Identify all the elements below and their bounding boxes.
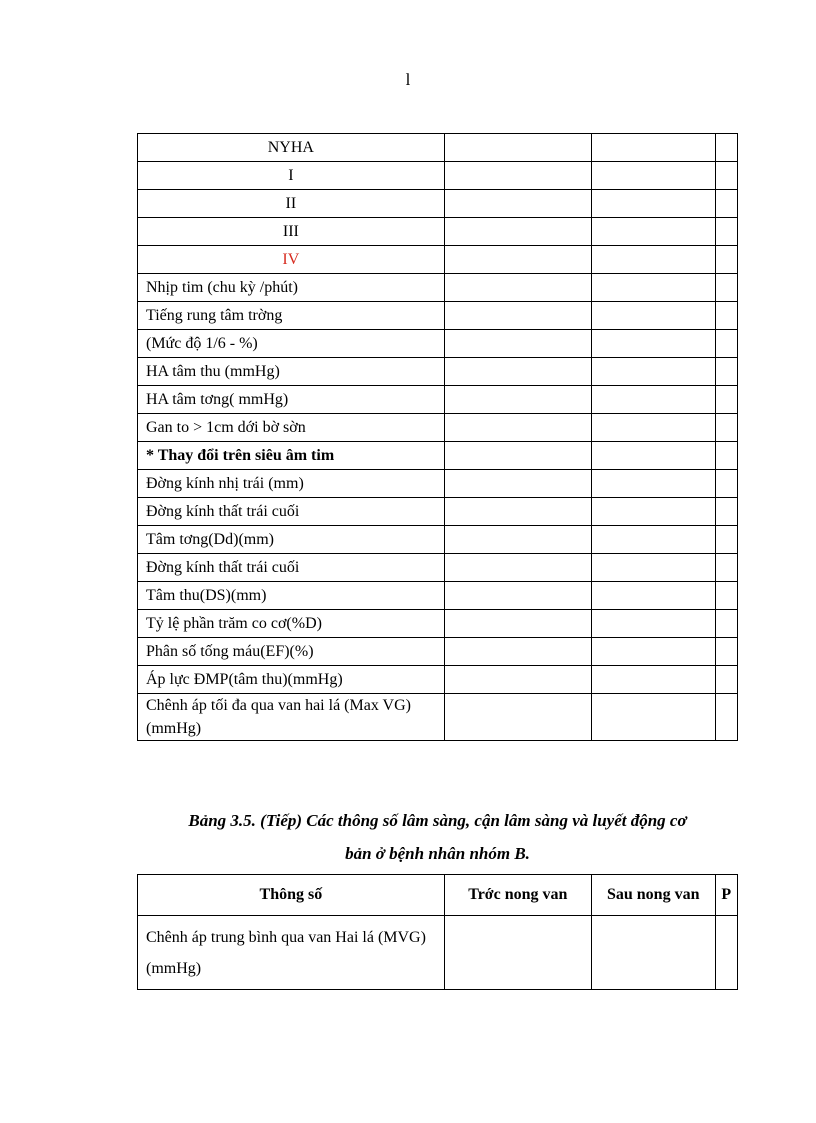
row-label: NYHA xyxy=(138,134,445,162)
p-cell xyxy=(715,916,737,990)
after-cell xyxy=(591,218,715,246)
row-label: Tỷ lệ phần trăm co cơ(%D) xyxy=(138,610,445,638)
before-cell xyxy=(444,526,591,554)
p-cell xyxy=(715,358,737,386)
p-cell xyxy=(715,554,737,582)
p-cell xyxy=(715,610,737,638)
row-label: Đờng kính nhị trái (mm) xyxy=(138,470,445,498)
before-cell xyxy=(444,274,591,302)
after-cell xyxy=(591,526,715,554)
table-row xyxy=(138,442,738,470)
after-cell xyxy=(591,190,715,218)
table-row xyxy=(138,190,738,218)
after-cell xyxy=(591,358,715,386)
p-cell xyxy=(715,218,737,246)
table-row xyxy=(138,246,738,274)
row-label: II xyxy=(138,190,445,218)
p-cell xyxy=(715,442,737,470)
p-cell xyxy=(715,526,737,554)
table-row xyxy=(138,386,738,414)
after-cell xyxy=(591,414,715,442)
before-cell xyxy=(444,470,591,498)
p-cell xyxy=(715,470,737,498)
after-cell xyxy=(591,582,715,610)
after-cell xyxy=(591,554,715,582)
p-cell xyxy=(715,162,737,190)
p-cell xyxy=(715,330,737,358)
before-cell xyxy=(444,694,591,741)
before-cell xyxy=(444,330,591,358)
row-label: Gan to > 1cm dới bờ sờn xyxy=(138,414,445,442)
header-after-dilation: Sau nong van xyxy=(591,875,715,916)
after-cell xyxy=(591,134,715,162)
after-cell xyxy=(591,274,715,302)
before-cell xyxy=(444,302,591,330)
table-row xyxy=(138,916,738,990)
after-cell xyxy=(591,498,715,526)
after-cell xyxy=(591,610,715,638)
row-label: (Mức độ 1/6 - %) xyxy=(138,330,445,358)
p-cell xyxy=(715,414,737,442)
before-cell xyxy=(444,554,591,582)
p-cell xyxy=(715,134,737,162)
table-row xyxy=(138,610,738,638)
table-row xyxy=(138,666,738,694)
row-label: * Thay đổi trên siêu âm tim xyxy=(138,442,445,470)
before-cell xyxy=(444,916,591,990)
before-cell xyxy=(444,134,591,162)
after-cell xyxy=(591,916,715,990)
table-row xyxy=(138,302,738,330)
table-row xyxy=(138,358,738,386)
hemodynamic-table xyxy=(137,874,738,990)
row-label: Đờng kính thất trái cuối xyxy=(138,554,445,582)
table-row xyxy=(138,162,738,190)
table-row xyxy=(138,134,738,162)
before-cell xyxy=(444,442,591,470)
row-label: Tâm tơng(Dd)(mm) xyxy=(138,526,445,554)
table-row xyxy=(138,414,738,442)
header-parameter: Thông số xyxy=(138,875,445,916)
table-row xyxy=(138,274,738,302)
before-cell xyxy=(444,414,591,442)
table-header-row xyxy=(138,875,738,916)
before-cell xyxy=(444,246,591,274)
row-label: Chênh áp trung bình qua van Hai lá (MVG)(mmHg) xyxy=(138,916,445,990)
after-cell xyxy=(591,638,715,666)
row-label: Áp lực ĐMP(tâm thu)(mmHg) xyxy=(138,666,445,694)
after-cell xyxy=(591,302,715,330)
before-cell xyxy=(444,610,591,638)
header-p-value: P xyxy=(715,875,737,916)
page-number: l xyxy=(405,70,411,89)
after-cell xyxy=(591,330,715,358)
row-label: III xyxy=(138,218,445,246)
before-cell xyxy=(444,218,591,246)
p-cell xyxy=(715,694,737,741)
table-row xyxy=(138,582,738,610)
row-label: Chênh áp tối đa qua van hai lá (Max VG) (mmHg) xyxy=(138,694,445,741)
p-cell xyxy=(715,246,737,274)
row-label: IV xyxy=(138,246,445,274)
table-row xyxy=(138,694,738,741)
row-label: HA tâm tơng( mmHg) xyxy=(138,386,445,414)
after-cell xyxy=(591,666,715,694)
table-caption-line-2: bản ở bệnh nhân nhóm B. xyxy=(345,844,530,863)
row-label: Phân số tống máu(EF)(%) xyxy=(138,638,445,666)
p-cell xyxy=(715,638,737,666)
p-cell xyxy=(715,274,737,302)
p-cell xyxy=(715,498,737,526)
table-caption-line-1: Bảng 3.5. (Tiếp) Các thông số lâm sàng, cận lâm sàng và luyết động cơ xyxy=(188,811,687,830)
row-label: I xyxy=(138,162,445,190)
table-row xyxy=(138,218,738,246)
after-cell xyxy=(591,162,715,190)
table-row xyxy=(138,526,738,554)
before-cell xyxy=(444,358,591,386)
table-row xyxy=(138,498,738,526)
before-cell xyxy=(444,638,591,666)
table-row xyxy=(138,470,738,498)
before-cell xyxy=(444,666,591,694)
after-cell xyxy=(591,442,715,470)
after-cell xyxy=(591,470,715,498)
table-row xyxy=(138,330,738,358)
table-row xyxy=(138,638,738,666)
p-cell xyxy=(715,386,737,414)
p-cell xyxy=(715,190,737,218)
p-cell xyxy=(715,302,737,330)
row-label: HA tâm thu (mmHg) xyxy=(138,358,445,386)
p-cell xyxy=(715,666,737,694)
row-label: Tiếng rung tâm trờng xyxy=(138,302,445,330)
before-cell xyxy=(444,582,591,610)
header-before-dilation: Trớc nong van xyxy=(444,875,591,916)
before-cell xyxy=(444,190,591,218)
before-cell xyxy=(444,162,591,190)
row-label: Đờng kính thất trái cuối xyxy=(138,498,445,526)
row-label: Tâm thu(DS)(mm) xyxy=(138,582,445,610)
row-label: Nhịp tim (chu kỳ /phút) xyxy=(138,274,445,302)
clinical-parameters-table xyxy=(137,133,738,741)
table-row xyxy=(138,554,738,582)
after-cell xyxy=(591,246,715,274)
p-cell xyxy=(715,582,737,610)
after-cell xyxy=(591,386,715,414)
before-cell xyxy=(444,386,591,414)
before-cell xyxy=(444,498,591,526)
after-cell xyxy=(591,694,715,741)
